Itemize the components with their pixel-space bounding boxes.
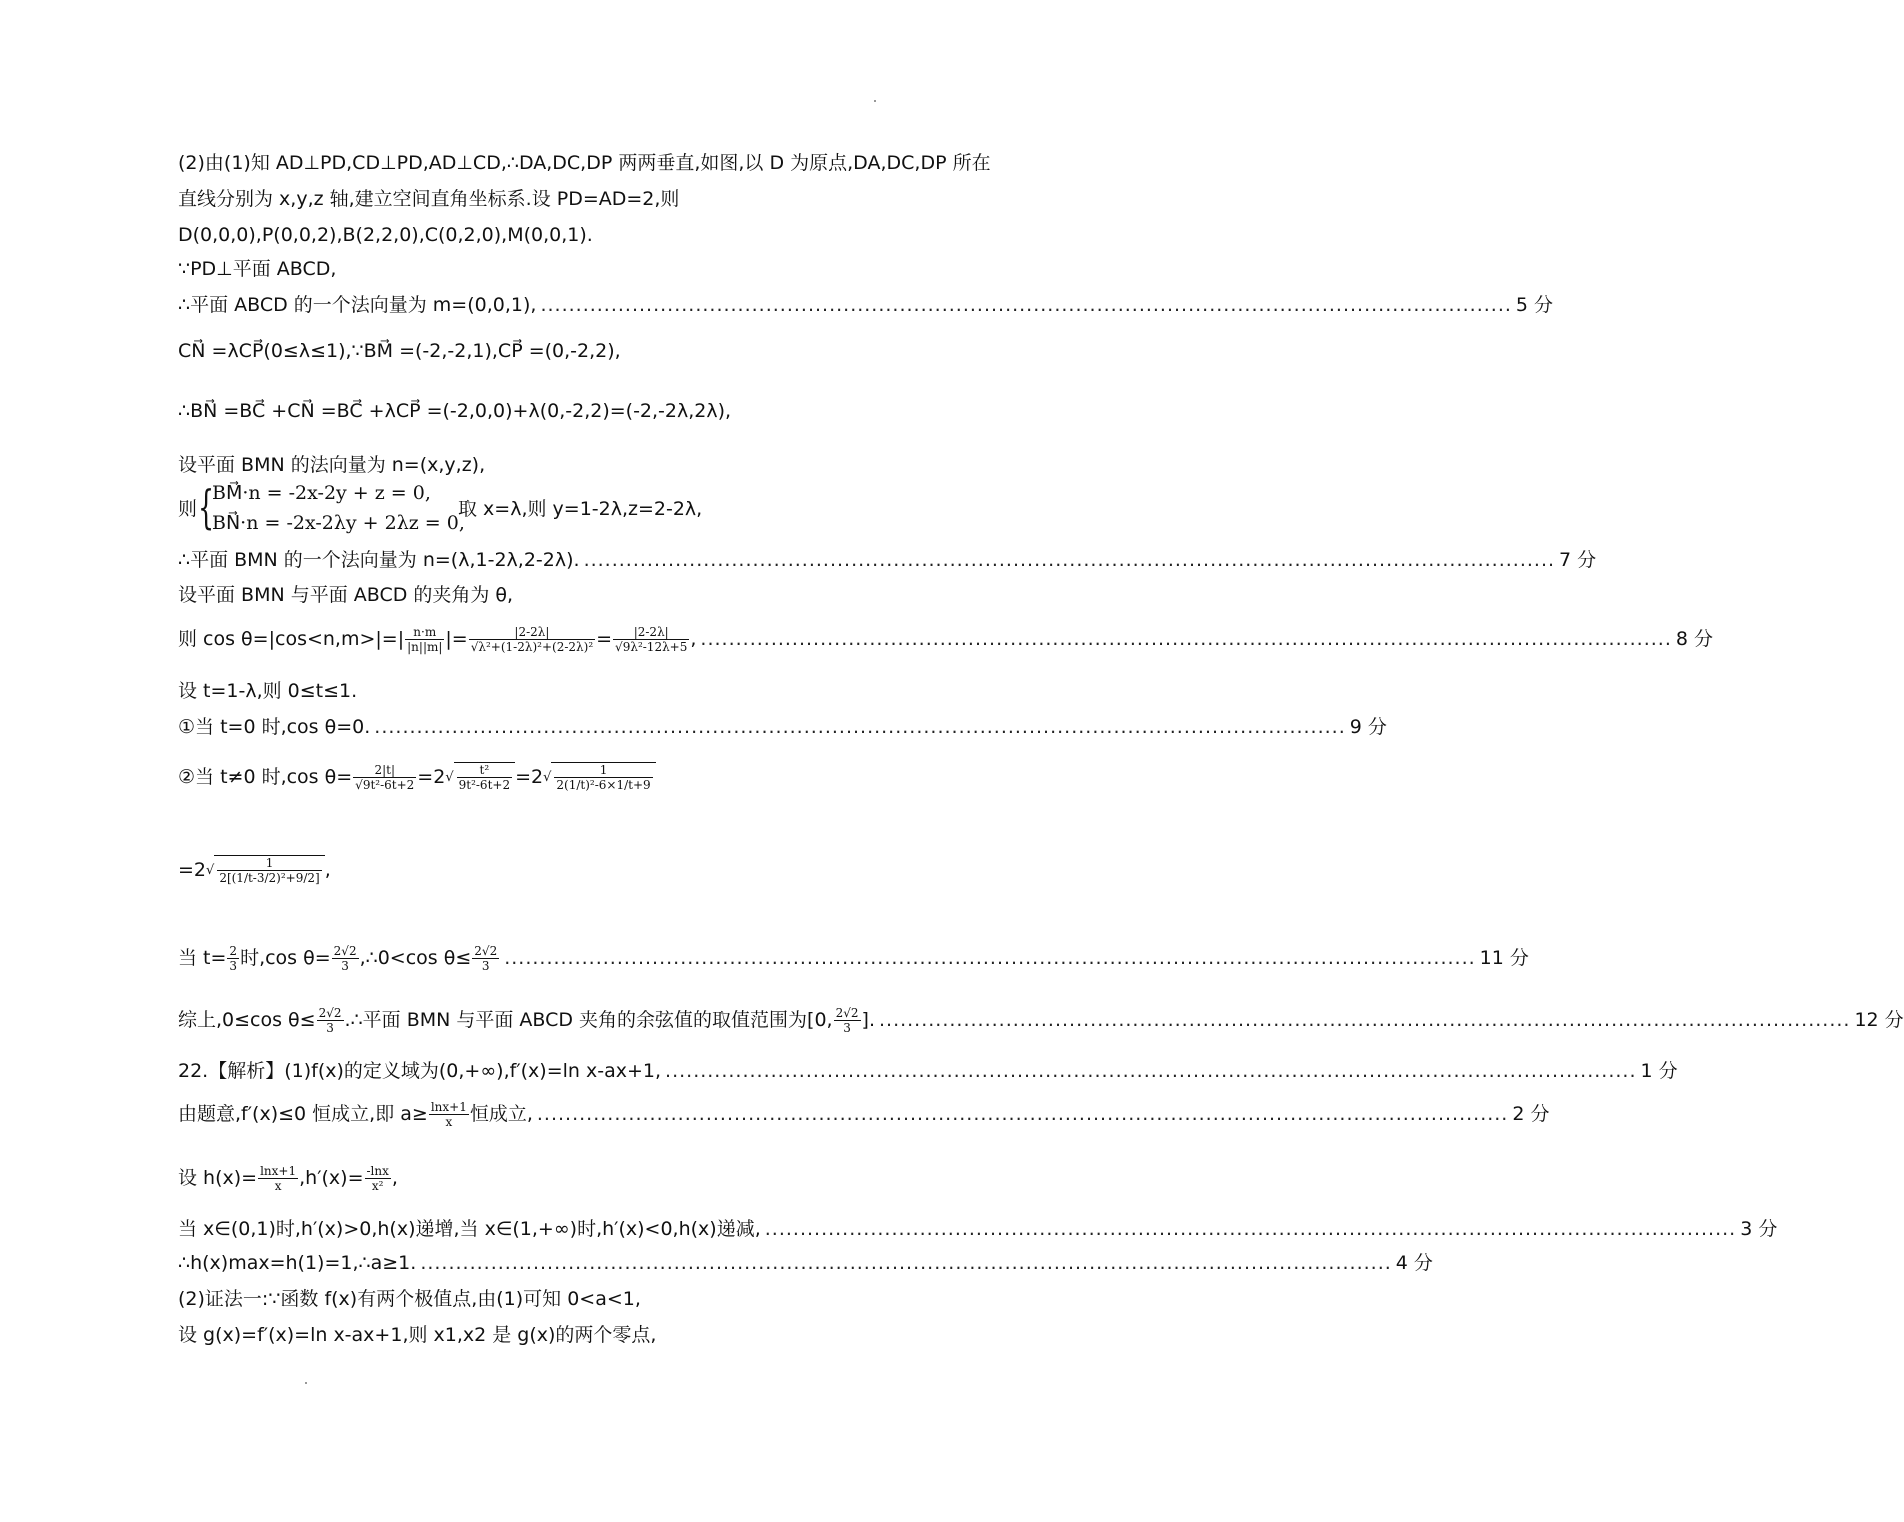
fraction (258, 1164, 298, 1193)
dot-leader: .......................................................................................................................................... (764, 1218, 1737, 1240)
line-text: 当 t= (178, 947, 227, 969)
dot-leader: .......................................................................................................................................... (700, 628, 1672, 650)
fraction (365, 1164, 391, 1193)
equation-row (212, 482, 431, 504)
brace-icon: { (198, 480, 215, 534)
dot-leader: .......................................................................................................................................... (878, 1009, 1851, 1031)
score-mark: 1 分 (1640, 1060, 1678, 1082)
score-mark: 11 分 (1479, 947, 1529, 969)
equals-two: =2 (515, 766, 544, 788)
square-root: √ $\frac{1}{\text{2(1/t)²-6×1/t+9}}$ (543, 762, 656, 792)
numerator: -lnx (366, 1163, 389, 1178)
line-text: 由题意,f′(x)≤0 恒成立,即 a≥ (178, 1103, 428, 1125)
scored-line (178, 1096, 1550, 1132)
score-mark: 5 分 (1515, 294, 1554, 316)
denominator: x (274, 1178, 282, 1193)
line-text: 当 x∈(0,1)时,h′(x)>0,h(x)递增,当 x∈(1,+∞)时,h′(x)<0,h(x)递减, (178, 1218, 761, 1240)
numerator: n·m (405, 625, 444, 640)
fraction (613, 625, 689, 654)
scored-line (178, 1002, 1904, 1038)
numerator: 2√2 (318, 1005, 342, 1020)
scored-line (178, 940, 1529, 976)
formula-line (178, 752, 656, 802)
line-text: |= (445, 628, 468, 650)
line-text: (2)由(1)知 AD⊥PD,CD⊥PD,AD⊥CD,∴DA,DC,DP 两两垂直,如图,以 D 为原点,DA,DC,DP 所在 (178, 152, 991, 174)
line-text: 直线分别为 x,y,z 轴,建立空间直角坐标系.设 PD=AD=2,则 (178, 188, 680, 210)
comma: , (391, 1167, 398, 1189)
formula-line (178, 845, 331, 895)
dot-leader: .......................................................................................................................................... (583, 549, 1556, 571)
comma: , (324, 859, 331, 881)
fraction (217, 856, 321, 885)
radicand (551, 762, 655, 792)
dot-leader: .......................................................................................................................................... (420, 1252, 1392, 1274)
denominator: 3 (341, 958, 349, 973)
numerator: t² (457, 763, 512, 778)
numerator: 2 (229, 943, 238, 958)
radicand: 9t²-6t+2 (362, 777, 415, 792)
score-mark: 12 分 (1854, 1009, 1904, 1031)
fraction (472, 944, 499, 973)
fraction (227, 944, 239, 973)
line-text: 设平面 BMN 与平面 ABCD 的夹角为 θ, (178, 584, 514, 606)
denominator: 9t²-6t+2 (458, 778, 511, 792)
numerator: lnx+1 (260, 1163, 297, 1178)
denominator: |n||m| (407, 639, 443, 654)
scored-line (178, 614, 1714, 664)
line-text: .∴平面 BMN 与平面 ABCD 夹角的余弦值的取值范围为[0, (344, 1009, 833, 1031)
radicand: λ²+(1-2λ)²+(2-2λ)² (478, 639, 594, 654)
numerator: 2|t| (353, 763, 416, 778)
dot-leader: .......................................................................................................................................... (540, 294, 1512, 316)
scored-line (178, 1058, 1678, 1084)
numerator: 1 (217, 856, 321, 871)
solution-line (178, 398, 1023, 424)
scored-line (178, 547, 1597, 573)
fraction (834, 1006, 861, 1035)
numerator: 2√2 (333, 943, 357, 958)
line-text: ②当 t≠0 时,cos θ= (178, 766, 353, 788)
scan-speck (874, 100, 876, 102)
equals-sign: = (596, 628, 613, 650)
scored-line (178, 1250, 1433, 1276)
line-text: ①当 t=0 时,cos θ=0. (178, 716, 371, 738)
square-root: √ $\frac{1}{\text{2[(1/t-3/2)²+9/2]}}$ (206, 855, 325, 885)
score-mark: 4 分 (1395, 1252, 1433, 1274)
line-text: 时,cos θ= (240, 947, 331, 969)
fraction (332, 944, 359, 973)
line-text: 恒成立, (469, 1103, 533, 1125)
numerator: 1 (554, 763, 652, 778)
denominator: 3 (843, 1020, 851, 1035)
line-text: ∵PD⊥平面 ABCD, (178, 258, 337, 280)
dot-leader: .......................................................................................................................................... (374, 716, 1346, 738)
scored-line (178, 714, 1387, 740)
denominator: 2[(1/t-3/2)²+9/2] (219, 871, 320, 885)
comma: , (690, 628, 697, 650)
line-text: ∴平面 ABCD 的一个法向量为 m=(0,0,1), (178, 294, 537, 316)
equation-row (212, 512, 465, 534)
radicand (214, 855, 324, 885)
score-mark: 9 分 (1349, 716, 1387, 738)
numerator: 2√2 (835, 1005, 859, 1020)
numerator: |2-2λ| (469, 625, 595, 640)
line-text: 综上,0≤cos θ≤ (178, 1009, 316, 1031)
equation-text: BN⃗·n = -2x-2λy + 2λz = 0, (212, 512, 465, 534)
line-text: =2 (178, 859, 207, 881)
line-text: ∴h(x)max=h(1)=1,∴a≥1. (178, 1252, 417, 1274)
scan-speck (305, 1382, 307, 1384)
fraction (469, 625, 595, 654)
solution-line (178, 1322, 1023, 1348)
fraction (457, 763, 512, 792)
line-text: 取 x=λ,则 y=1-2λ,z=2-2λ, (458, 498, 703, 520)
denominator: 3 (481, 958, 490, 973)
line-text: 则 (178, 498, 198, 520)
denominator: √λ²+(1-2λ)²+(2-2λ)² (470, 639, 594, 654)
line-text: 设 g(x)=f′(x)=ln x-ax+1,则 x1,x2 是 g(x)的两个零点, (178, 1324, 657, 1346)
equals-two: =2 (417, 766, 446, 788)
line-text: D(0,0,0),P(0,0,2),B(2,2,0),C(0,2,0),M(0,0,1). (178, 224, 593, 246)
numerator: |2-2λ| (613, 625, 689, 640)
score-mark: 3 分 (1740, 1218, 1778, 1240)
numerator: 2√2 (474, 943, 498, 958)
line-text: 则 cos θ=|cos<n,m>|=| (178, 628, 405, 650)
system-prefix (178, 496, 197, 522)
dot-leader: .......................................................................................................................................... (504, 947, 1476, 969)
line-text: (2)证法一:∵函数 f(x)有两个极值点,由(1)可知 0<a<1, (178, 1288, 641, 1310)
square-root: √ $\frac{\text{t²}}{\text{9t²-6t+2}}$ (445, 762, 515, 792)
radicand: 9λ²-12λ+5 (622, 639, 688, 654)
numerator: lnx+1 (430, 1099, 467, 1114)
denominator: 3 (229, 958, 238, 973)
solution-line (178, 186, 1023, 212)
scored-line (178, 1216, 1778, 1242)
solution-line (178, 678, 1023, 704)
equation-text: BM⃗·n = -2x-2y + z = 0, (212, 482, 431, 504)
solution-line (178, 452, 1023, 478)
line-text: ,h′(x)= (299, 1167, 364, 1189)
fraction (554, 763, 652, 792)
dot-leader: .......................................................................................................................................... (536, 1103, 1509, 1125)
formula-line (178, 1160, 398, 1196)
dot-leader: .......................................................................................................................................... (665, 1060, 1637, 1082)
denominator: x (445, 1114, 453, 1129)
denominator: 3 (326, 1020, 334, 1035)
denominator: x² (371, 1178, 384, 1193)
line-text: ]. (861, 1009, 875, 1031)
score-mark: 2 分 (1512, 1103, 1550, 1125)
fraction (429, 1100, 469, 1129)
solution-line (178, 582, 1023, 608)
solution-line (178, 1286, 1023, 1312)
solution-line (178, 150, 1023, 176)
solution-line (178, 222, 1023, 248)
line-text: 设平面 BMN 的法向量为 n=(x,y,z), (178, 454, 486, 476)
score-mark: 8 分 (1675, 628, 1714, 650)
fraction (317, 1006, 344, 1035)
line-text: ∴平面 BMN 的一个法向量为 n=(λ,1-2λ,2-2λ). (178, 549, 580, 571)
denominator: √9t²-6t+2 (355, 777, 415, 792)
fraction (353, 763, 416, 792)
fraction (405, 625, 444, 654)
line-text: ,∴0<cos θ≤ (359, 947, 472, 969)
line-text: 22.【解析】(1)f(x)的定义域为(0,+∞),f′(x)=ln x-ax+1, (178, 1060, 662, 1082)
solution-line (178, 256, 1023, 282)
solution-line (458, 496, 702, 522)
scored-line (178, 292, 1554, 318)
denominator: 2(1/t)²-6×1/t+9 (556, 778, 651, 792)
line-text: CN⃗ =λCP⃗(0≤λ≤1),∵BM⃗ =(-2,-2,1),CP⃗ =(0,-2,2), (178, 340, 621, 362)
denominator: √9λ²-12λ+5 (615, 639, 688, 654)
radicand (454, 762, 515, 792)
solution-line (178, 338, 1023, 364)
score-mark: 7 分 (1559, 549, 1597, 571)
line-text: ∴BN⃗ =BC⃗ +CN⃗ =BC⃗ +λCP⃗ =(-2,0,0)+λ(0,-2,2)=(-2,-2λ,2λ), (178, 400, 732, 422)
line-text: 设 h(x)= (178, 1167, 258, 1189)
line-text: 设 t=1-λ,则 0≤t≤1. (178, 680, 358, 702)
